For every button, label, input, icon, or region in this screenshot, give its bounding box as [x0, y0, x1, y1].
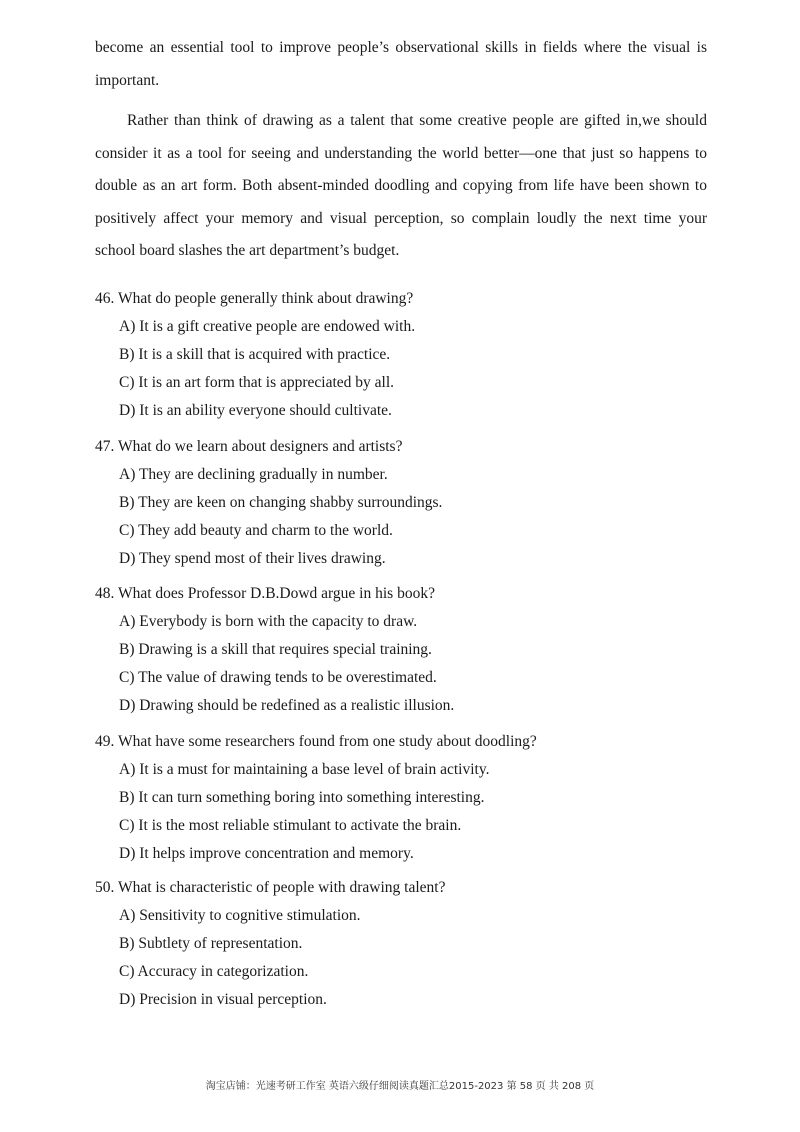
option-b: B) It is a skill that is acquired with practice. — [119, 346, 391, 363]
option-c: C) It is the most reliable stimulant to activate the brain. — [119, 817, 462, 834]
option-a: A) It is a must for maintaining a base level of brain activity. — [119, 761, 490, 778]
option-a: A) Everybody is born with the capacity to draw. — [119, 613, 418, 630]
question-stem: 49. What have some researchers found from one study about doodling? — [95, 733, 537, 750]
passage-paragraph-1: become an essential tool to improve people’s observational skills in fields where the visual is important. — [95, 39, 707, 89]
option-b: B) Subtlety of representation. — [119, 935, 303, 952]
question-47 — [95, 433, 715, 573]
question-stem: 47. What do we learn about designers and artists? — [95, 438, 403, 455]
option-c: C) It is an art form that is appreciated by all. — [119, 374, 395, 391]
option-c: C) Accuracy in categorization. — [119, 963, 309, 980]
option-a: A) They are declining gradually in number. — [119, 466, 388, 483]
option-a: A) It is a gift creative people are endowed with. — [119, 318, 416, 335]
option-b: B) It can turn something boring into something interesting. — [119, 789, 485, 806]
option-list — [95, 461, 715, 573]
option-b: B) Drawing is a skill that requires special training. — [119, 641, 432, 658]
question-stem: 46. What do people generally think about drawing? — [95, 290, 414, 307]
question-50 — [95, 874, 715, 1014]
question-stem: 48. What does Professor D.B.Dowd argue in his book? — [95, 585, 435, 602]
passage-paragraph-2: Rather than think of drawing as a talent that some creative people are gifted in,we should consider it as a tool for seeing and understanding the world better—one that just so happens to double as an art form. Both absent-minded doodling and copying from life have been shown to positively affect your memory and visual perception, so complain loudly the next time your school board slashes the art department’s budget. — [95, 112, 707, 259]
question-49 — [95, 728, 715, 868]
option-c: C) The value of drawing tends to be overestimated. — [119, 669, 437, 686]
option-d: D) It helps improve concentration and memory. — [119, 845, 414, 862]
question-48 — [95, 580, 715, 720]
option-c: C) They add beauty and charm to the world. — [119, 522, 393, 539]
option-d: D) Precision in visual perception. — [119, 991, 327, 1008]
option-a: A) Sensitivity to cognitive stimulation. — [119, 907, 361, 924]
option-list — [95, 902, 715, 1014]
option-list — [95, 756, 715, 868]
option-d: D) They spend most of their lives drawing. — [119, 550, 386, 567]
page-footer: 淘宝店铺：光速考研工作室 英语六级仔细阅读真题汇总2015-2023 第 58 页 共 208 页 — [205, 1081, 595, 1092]
question-46 — [95, 285, 715, 425]
option-b: B) They are keen on changing shabby surroundings. — [119, 494, 443, 511]
option-d: D) Drawing should be redefined as a realistic illusion. — [119, 697, 455, 714]
option-d: D) It is an ability everyone should cultivate. — [119, 402, 392, 419]
option-list — [95, 608, 715, 720]
option-list — [95, 313, 715, 425]
question-stem: 50. What is characteristic of people with drawing talent? — [95, 879, 446, 896]
